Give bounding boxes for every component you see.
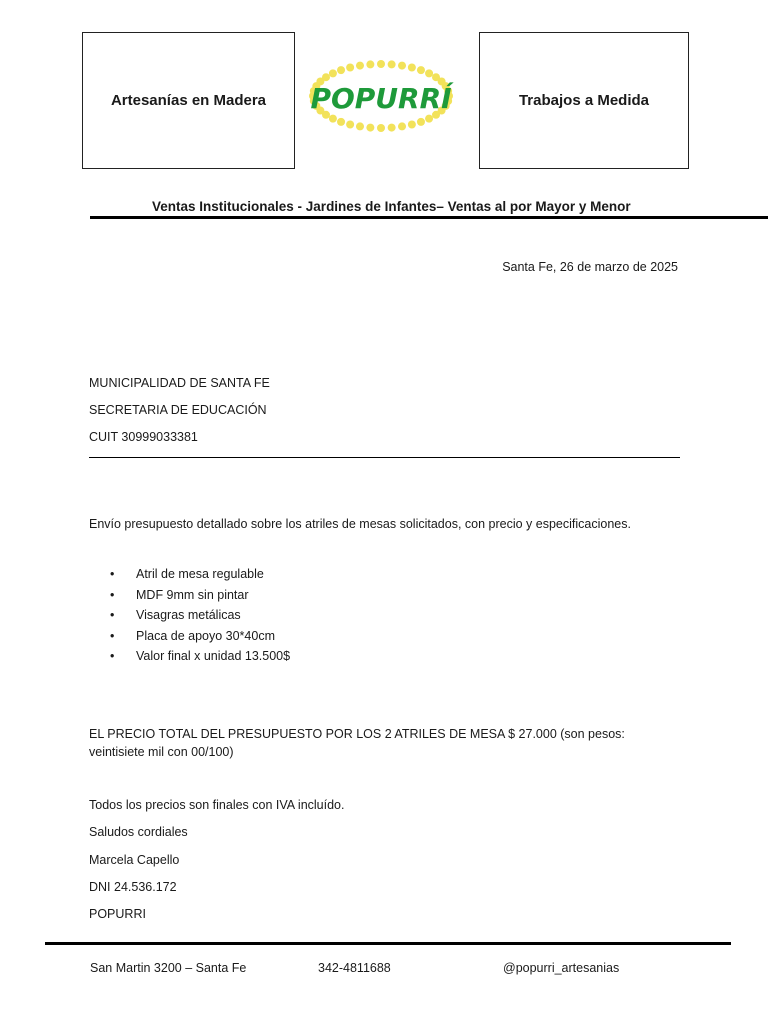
logo-dot	[322, 73, 330, 81]
logo-dot	[366, 124, 374, 132]
signer-dni: DNI 24.536.172	[89, 880, 177, 894]
list-item	[110, 649, 290, 670]
bullet: •	[110, 567, 115, 581]
signer-name: Marcela Capello	[89, 853, 180, 867]
logo-dot	[398, 62, 406, 70]
footer-divider	[45, 942, 731, 945]
footer-address: San Martin 3200 – Santa Fe	[90, 961, 247, 975]
logo-dot	[417, 118, 425, 126]
header-box-right	[479, 32, 689, 169]
logo-dot	[408, 121, 416, 129]
logo-dot	[388, 60, 396, 68]
logo-dot	[356, 122, 364, 130]
item-list	[110, 567, 290, 670]
recipient-divider	[89, 457, 680, 458]
closing-greeting: Saludos cordiales	[89, 825, 188, 839]
logo-dot	[377, 124, 385, 132]
logo-dot	[398, 122, 406, 130]
item-text: Atril de mesa regulable	[136, 567, 264, 581]
total-price-text: EL PRECIO TOTAL DEL PRESUPUESTO POR LOS 2 ATRILES DE MESA $ 27.000 (son pesos: veintisiete mil con 00/100)	[89, 727, 625, 759]
logo-dot	[366, 60, 374, 68]
logo-dot	[329, 69, 337, 77]
list-item	[110, 608, 290, 629]
recipient-line: MUNICIPALIDAD DE SANTA FE	[89, 376, 270, 390]
tagline: Ventas Institucionales - Jardines de Infantes– Ventas al por Mayor y Menor	[152, 199, 631, 214]
company-name: POPURRI	[89, 907, 146, 921]
logo-text: POPURRÍ	[310, 82, 452, 115]
header-divider	[90, 216, 768, 219]
item-text: Valor final x unidad 13.500$	[136, 649, 291, 663]
header-box-left	[82, 32, 295, 169]
logo-dot	[329, 115, 337, 123]
bullet: •	[110, 587, 115, 602]
tax-note: Todos los precios son finales con IVA incluído.	[89, 798, 345, 812]
header-right-text: Trabajos a Medida	[518, 92, 650, 109]
intro-text: Envío presupuesto detallado sobre los atriles de mesas solicitados, con precio y especificaciones.	[89, 517, 631, 531]
bullet: •	[110, 628, 115, 643]
footer-social-handle: @popurri_artesanias	[503, 961, 620, 975]
logo-dot	[425, 69, 433, 77]
logo-dot	[408, 63, 416, 71]
item-text: MDF 9mm sin pintar	[136, 587, 249, 602]
logo-dot	[425, 115, 433, 123]
list-item	[110, 588, 290, 609]
logo-dot	[417, 66, 425, 74]
bullet: •	[110, 608, 115, 622]
logo-dot	[346, 121, 354, 129]
bullet: •	[110, 649, 115, 663]
footer-phone: 342-4811688	[318, 961, 391, 975]
logo-dot	[388, 124, 396, 132]
popurri-logo	[306, 56, 456, 136]
logo-dot	[337, 66, 345, 74]
item-text: Visagras metálicas	[136, 608, 241, 622]
logo-dot	[346, 63, 354, 71]
letter-date: Santa Fe, 26 de marzo de 2025	[502, 260, 678, 274]
item-text: Placa de apoyo 30*40cm	[136, 628, 275, 643]
logo-dot	[356, 62, 364, 70]
logo-dot	[377, 60, 385, 68]
recipient-line: SECRETARIA DE EDUCACIÓN	[89, 403, 267, 417]
recipient-line: CUIT 30999033381	[89, 430, 198, 444]
list-item	[110, 567, 290, 588]
header-left-text: Artesanías en Madera	[110, 92, 267, 109]
list-item	[110, 629, 290, 650]
logo-dot	[337, 118, 345, 126]
